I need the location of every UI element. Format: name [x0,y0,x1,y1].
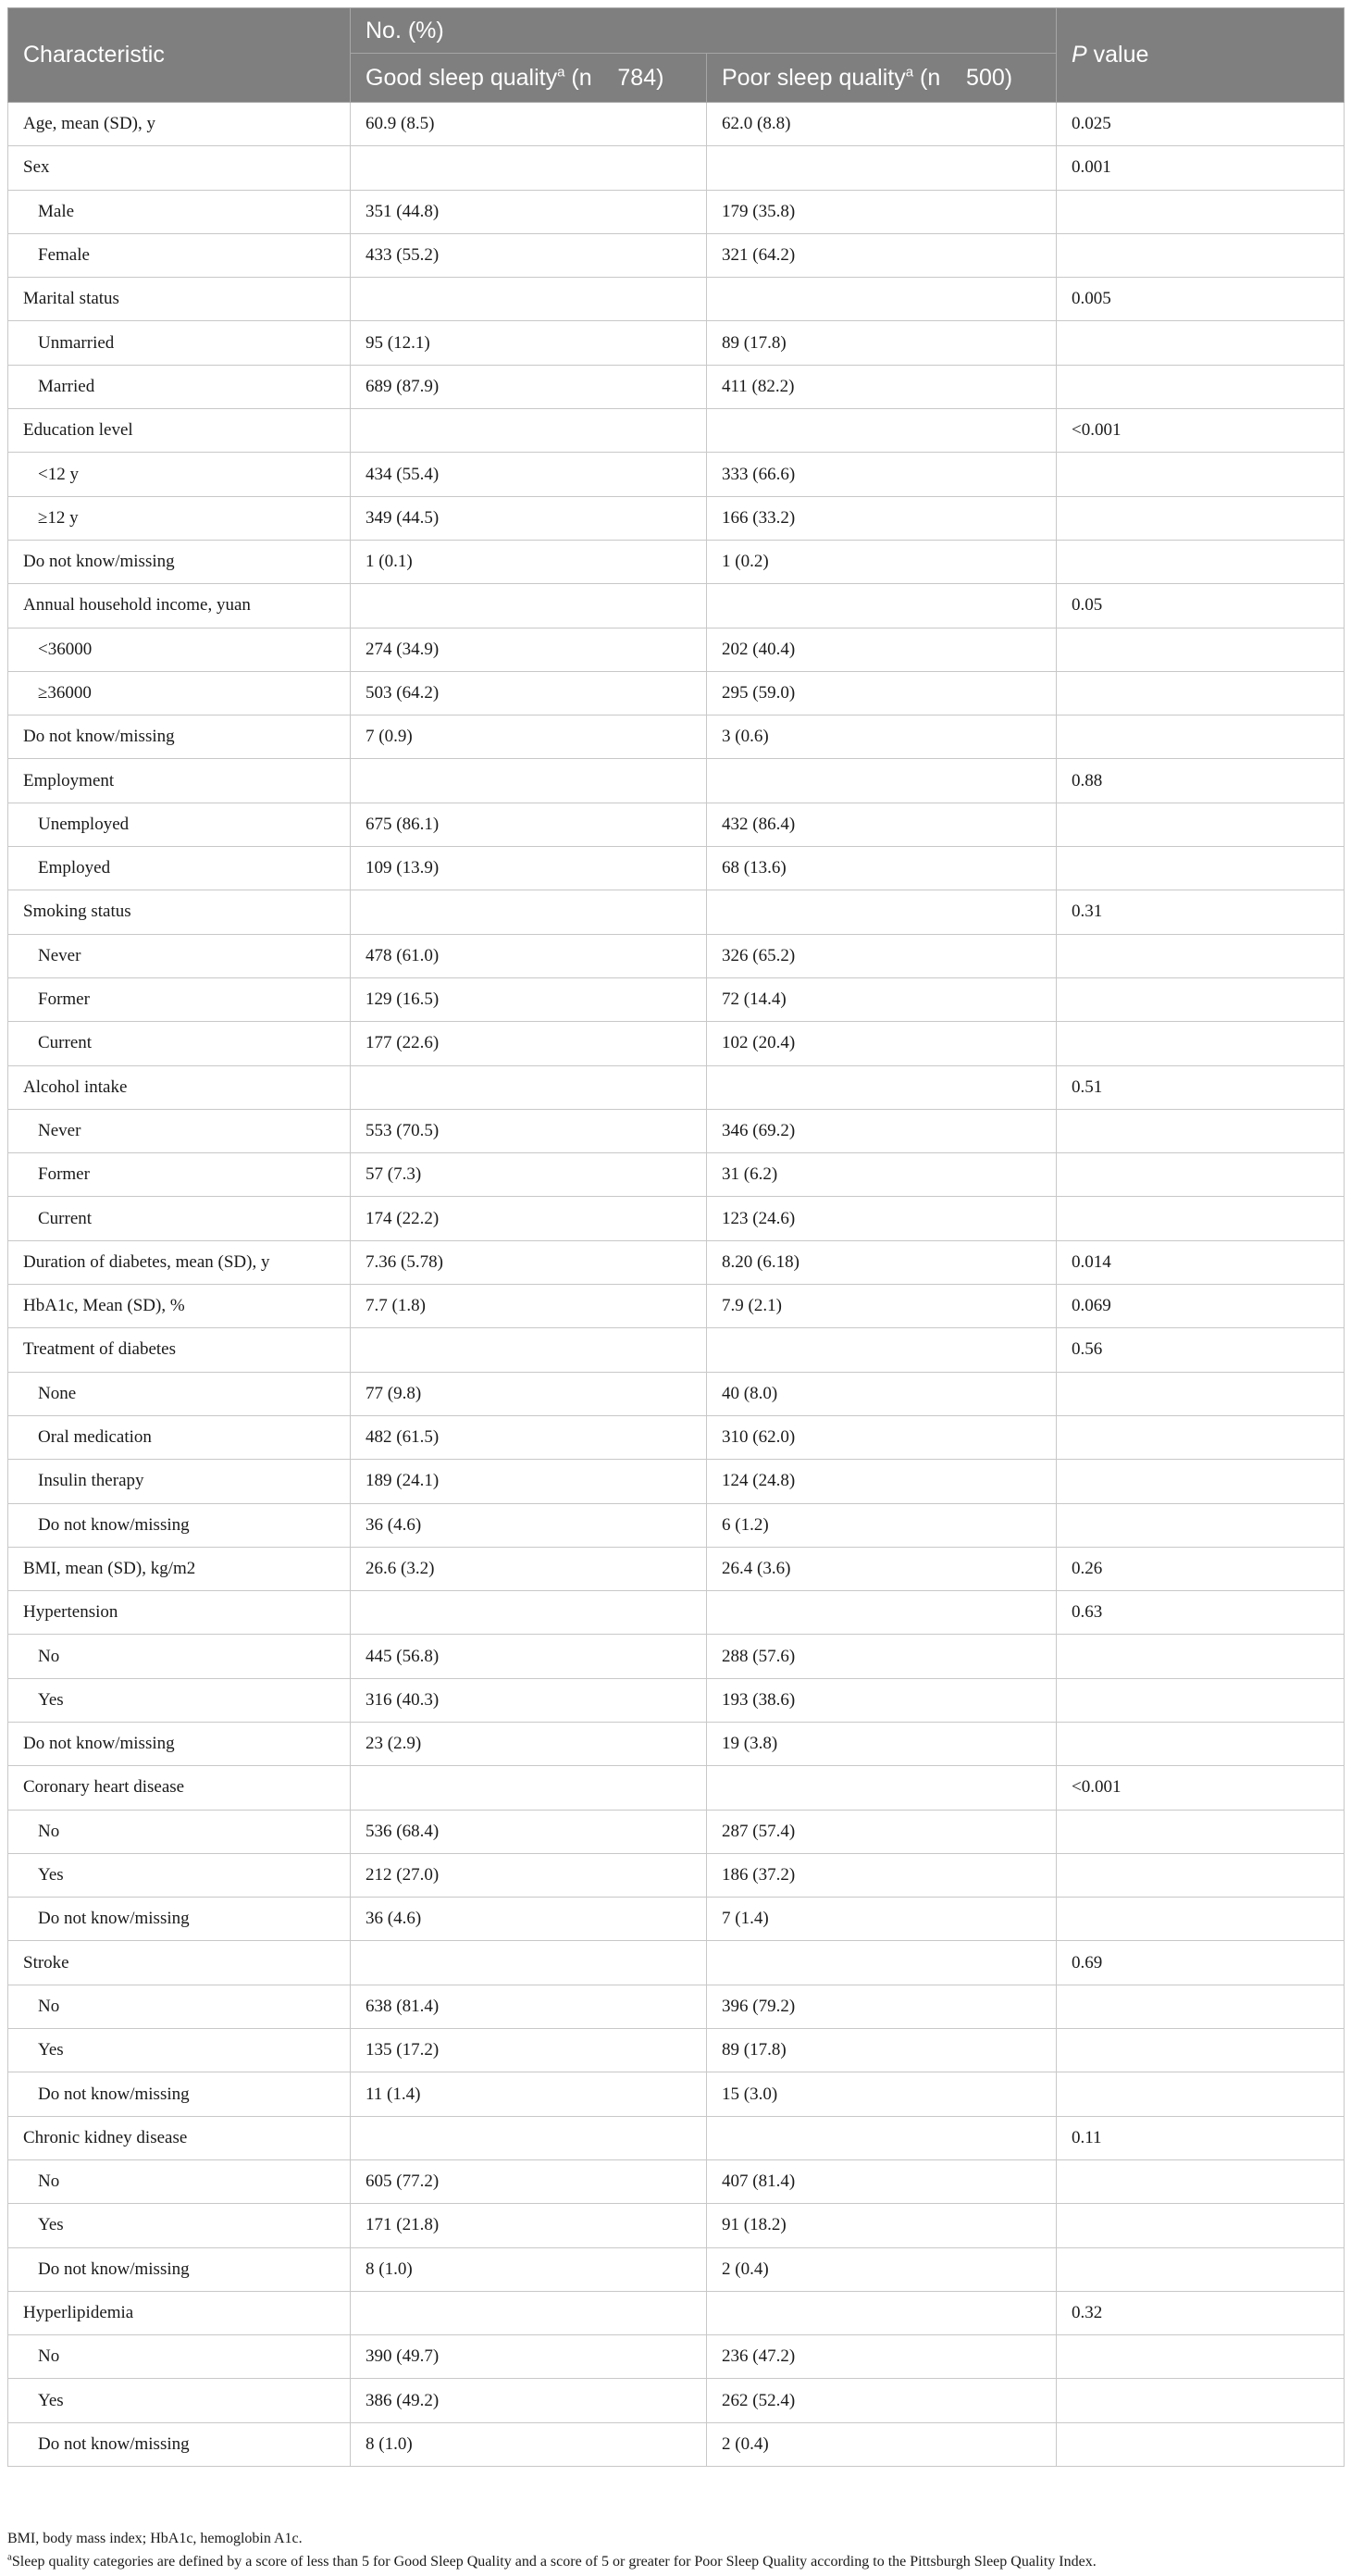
cell-p-value: <0.001 [1057,409,1345,453]
table-row [8,1678,1345,1722]
cell-poor-sleep: 432 (86.4) [707,803,1057,846]
cell-poor-sleep [707,1328,1057,1372]
cell-poor-sleep: 8.20 (6.18) [707,1240,1057,1284]
table-row [8,1766,1345,1810]
cell-p-value [1057,496,1345,540]
table-row [8,1591,1345,1635]
cell-poor-sleep: 287 (57.4) [707,1810,1057,1853]
cell-poor-sleep [707,2116,1057,2159]
header-p-italic: P [1072,42,1087,68]
table-row [8,1065,1345,1109]
table-footnotes [7,2527,1344,2573]
cell-p-value [1057,453,1345,496]
cell-p-value [1057,2159,1345,2203]
cell-p-value [1057,1898,1345,1941]
cell-good-sleep: 7.7 (1.8) [351,1285,707,1328]
cell-p-value: 0.63 [1057,1591,1345,1635]
cell-poor-sleep [707,1766,1057,1810]
cell-p-value [1057,934,1345,977]
cell-p-value [1057,2204,1345,2247]
table-row [8,584,1345,628]
cell-characteristic: Unemployed [8,803,351,846]
table-row [8,2159,1345,2203]
table-row [8,1022,1345,1065]
cell-characteristic: Treatment of diabetes [8,1328,351,1372]
cell-good-sleep [351,1328,707,1372]
table-row [8,1197,1345,1240]
cell-p-value: 0.69 [1057,1941,1345,1985]
table-row [8,1285,1345,1328]
cell-characteristic: Employment [8,759,351,803]
table-row [8,365,1345,408]
cell-good-sleep [351,759,707,803]
cell-poor-sleep: 262 (52.4) [707,2379,1057,2422]
table-row [8,847,1345,890]
table-row [8,1853,1345,1897]
cell-poor-sleep: 102 (20.4) [707,1022,1057,1065]
cell-poor-sleep: 2 (0.4) [707,2422,1057,2466]
cell-p-value: 0.014 [1057,1240,1345,1284]
cell-poor-sleep [707,2291,1057,2334]
cell-poor-sleep [707,584,1057,628]
cell-characteristic: No [8,1810,351,1853]
cell-p-value [1057,2072,1345,2116]
cell-characteristic: Stroke [8,1941,351,1985]
cell-poor-sleep [707,759,1057,803]
cell-p-value [1057,671,1345,715]
table-row [8,934,1345,977]
cell-poor-sleep: 326 (65.2) [707,934,1057,977]
cell-p-value: 0.26 [1057,1547,1345,1590]
cell-poor-sleep: 310 (62.0) [707,1415,1057,1459]
cell-good-sleep: 60.9 (8.5) [351,103,707,146]
cell-p-value [1057,1415,1345,1459]
cell-good-sleep: 434 (55.4) [351,453,707,496]
cell-p-value [1057,1503,1345,1547]
cell-characteristic: Yes [8,2029,351,2072]
cell-good-sleep [351,409,707,453]
cell-good-sleep: 675 (86.1) [351,803,707,846]
footnote-sleep-quality [7,2550,1344,2573]
header-good-sup: a [557,64,565,81]
cell-characteristic: Do not know/missing [8,1722,351,1765]
cell-p-value: 0.56 [1057,1328,1345,1372]
cell-p-value [1057,2422,1345,2466]
cell-p-value [1057,1197,1345,1240]
table-row [8,2116,1345,2159]
cell-characteristic: Yes [8,1853,351,1897]
table-row [8,103,1345,146]
table-row [8,1810,1345,1853]
header-good-label: Good sleep quality [366,64,558,91]
cell-good-sleep: 77 (9.8) [351,1372,707,1415]
cell-good-sleep: 26.6 (3.2) [351,1547,707,1590]
header-good-sleep [351,54,707,103]
cell-good-sleep: 171 (21.8) [351,2204,707,2247]
table-row [8,1328,1345,1372]
cell-characteristic: Unmarried [8,321,351,365]
cell-good-sleep: 689 (87.9) [351,365,707,408]
cell-p-value [1057,2335,1345,2379]
footnote-sleep-sup: a [7,2551,12,2563]
header-characteristic: Characteristic [8,8,351,103]
cell-characteristic: Never [8,1109,351,1152]
cell-poor-sleep: 7 (1.4) [707,1898,1057,1941]
cell-p-value: 0.005 [1057,278,1345,321]
table-row [8,890,1345,934]
table-row [8,2204,1345,2247]
cell-p-value [1057,1853,1345,1897]
cell-characteristic: <36000 [8,628,351,671]
cell-characteristic: BMI, mean (SD), kg/m2 [8,1547,351,1590]
cell-good-sleep: 212 (27.0) [351,1853,707,1897]
cell-poor-sleep: 396 (79.2) [707,1985,1057,2028]
cell-good-sleep: 8 (1.0) [351,2247,707,2291]
cell-characteristic: Sex [8,146,351,190]
cell-poor-sleep: 193 (38.6) [707,1678,1057,1722]
cell-good-sleep: 36 (4.6) [351,1898,707,1941]
table-row [8,496,1345,540]
cell-poor-sleep [707,1065,1057,1109]
table-row [8,2379,1345,2422]
header-row-1 [8,8,1345,54]
cell-poor-sleep: 123 (24.6) [707,1197,1057,1240]
header-poor-label: Poor sleep quality [722,64,906,91]
cell-characteristic: No [8,1985,351,2028]
cell-characteristic: ≥36000 [8,671,351,715]
cell-characteristic: Alcohol intake [8,1065,351,1109]
cell-good-sleep: 553 (70.5) [351,1109,707,1152]
header-p-value [1057,8,1345,103]
baseline-characteristics-table-container [7,7,1344,2467]
cell-characteristic: Do not know/missing [8,1898,351,1941]
cell-poor-sleep: 166 (33.2) [707,496,1057,540]
table-row [8,2072,1345,2116]
cell-good-sleep: 349 (44.5) [351,496,707,540]
cell-good-sleep [351,146,707,190]
cell-good-sleep [351,890,707,934]
cell-good-sleep: 109 (13.9) [351,847,707,890]
cell-poor-sleep [707,1591,1057,1635]
cell-characteristic: <12 y [8,453,351,496]
footnote-abbreviations: BMI, body mass index; HbA1c, hemoglobin A1c. [7,2531,303,2546]
cell-p-value [1057,190,1345,233]
cell-good-sleep: 316 (40.3) [351,1678,707,1722]
cell-poor-sleep: 295 (59.0) [707,671,1057,715]
cell-good-sleep: 390 (49.7) [351,2335,707,2379]
cell-good-sleep: 11 (1.4) [351,2072,707,2116]
cell-characteristic: Smoking status [8,890,351,934]
cell-good-sleep: 536 (68.4) [351,1810,707,1853]
cell-p-value [1057,628,1345,671]
table-row [8,977,1345,1021]
cell-poor-sleep: 2 (0.4) [707,2247,1057,2291]
cell-good-sleep: 445 (56.8) [351,1635,707,1678]
cell-characteristic: No [8,1635,351,1678]
cell-poor-sleep [707,1941,1057,1985]
cell-p-value: 0.31 [1057,890,1345,934]
cell-characteristic: Oral medication [8,1415,351,1459]
table-row [8,1985,1345,2028]
cell-poor-sleep: 68 (13.6) [707,847,1057,890]
cell-p-value [1057,540,1345,583]
cell-characteristic: Hypertension [8,1591,351,1635]
cell-poor-sleep [707,409,1057,453]
cell-good-sleep: 386 (49.2) [351,2379,707,2422]
cell-characteristic: Do not know/missing [8,1503,351,1547]
cell-good-sleep: 7 (0.9) [351,716,707,759]
cell-p-value [1057,1722,1345,1765]
cell-p-value [1057,321,1345,365]
cell-good-sleep: 135 (17.2) [351,2029,707,2072]
cell-characteristic: Chronic kidney disease [8,2116,351,2159]
table-row [8,146,1345,190]
cell-p-value [1057,847,1345,890]
table-row [8,1503,1345,1547]
cell-poor-sleep: 3 (0.6) [707,716,1057,759]
cell-p-value: <0.001 [1057,1766,1345,1810]
header-group: No. (%) [351,8,1057,54]
cell-poor-sleep: 1 (0.2) [707,540,1057,583]
table-row [8,2029,1345,2072]
cell-characteristic: ≥12 y [8,496,351,540]
cell-p-value [1057,2247,1345,2291]
header-poor-sup: a [905,64,914,81]
cell-characteristic: Education level [8,409,351,453]
cell-good-sleep: 177 (22.6) [351,1022,707,1065]
cell-good-sleep: 433 (55.2) [351,233,707,277]
cell-good-sleep: 189 (24.1) [351,1460,707,1503]
cell-p-value [1057,233,1345,277]
cell-characteristic: Do not know/missing [8,2072,351,2116]
cell-characteristic: Former [8,1153,351,1197]
table-row [8,1635,1345,1678]
cell-good-sleep: 57 (7.3) [351,1153,707,1197]
table-header [8,8,1345,103]
table-body [8,103,1345,2467]
cell-good-sleep: 638 (81.4) [351,1985,707,2028]
cell-poor-sleep: 31 (6.2) [707,1153,1057,1197]
cell-poor-sleep: 19 (3.8) [707,1722,1057,1765]
cell-good-sleep [351,1591,707,1635]
cell-p-value [1057,1810,1345,1853]
cell-p-value [1057,1109,1345,1152]
cell-good-sleep: 351 (44.8) [351,190,707,233]
cell-characteristic: Annual household income, yuan [8,584,351,628]
table-row [8,759,1345,803]
cell-p-value: 0.001 [1057,146,1345,190]
header-good-n: (n 784) [564,64,664,91]
table-row [8,1153,1345,1197]
cell-poor-sleep: 6 (1.2) [707,1503,1057,1547]
cell-poor-sleep: 321 (64.2) [707,233,1057,277]
cell-p-value [1057,1635,1345,1678]
cell-good-sleep [351,1065,707,1109]
cell-good-sleep: 174 (22.2) [351,1197,707,1240]
cell-p-value [1057,1985,1345,2028]
cell-p-value [1057,716,1345,759]
cell-good-sleep [351,2116,707,2159]
cell-characteristic: Married [8,365,351,408]
cell-characteristic: Yes [8,2204,351,2247]
cell-characteristic: HbA1c, Mean (SD), % [8,1285,351,1328]
cell-p-value: 0.32 [1057,2291,1345,2334]
table-row [8,2422,1345,2466]
cell-p-value [1057,1372,1345,1415]
table-row [8,278,1345,321]
cell-p-value: 0.025 [1057,103,1345,146]
cell-characteristic: Coronary heart disease [8,1766,351,1810]
table-row [8,671,1345,715]
table-row [8,1240,1345,1284]
cell-characteristic: Age, mean (SD), y [8,103,351,146]
cell-characteristic: Male [8,190,351,233]
cell-characteristic: Yes [8,2379,351,2422]
cell-poor-sleep: 72 (14.4) [707,977,1057,1021]
cell-poor-sleep: 40 (8.0) [707,1372,1057,1415]
cell-good-sleep: 129 (16.5) [351,977,707,1021]
cell-good-sleep: 478 (61.0) [351,934,707,977]
table-row [8,1722,1345,1765]
cell-p-value: 0.069 [1057,1285,1345,1328]
cell-p-value [1057,365,1345,408]
cell-characteristic: Duration of diabetes, mean (SD), y [8,1240,351,1284]
header-poor-n: (n 500) [913,64,1013,91]
footnote-sleep-text: Sleep quality categories are defined by a score of less than 5 for Good Sleep Quality and a score of 5 or greater for Poor Sleep Quality according to the Pittsburgh Sleep Quality Index. [11,2554,1097,2570]
cell-poor-sleep: 89 (17.8) [707,321,1057,365]
table-row [8,1372,1345,1415]
cell-poor-sleep: 91 (18.2) [707,2204,1057,2247]
cell-poor-sleep: 7.9 (2.1) [707,1285,1057,1328]
table-row [8,2335,1345,2379]
header-poor-sleep [707,54,1057,103]
table-row [8,2247,1345,2291]
table-row [8,1460,1345,1503]
table-row [8,233,1345,277]
cell-poor-sleep: 179 (35.8) [707,190,1057,233]
cell-characteristic: Insulin therapy [8,1460,351,1503]
cell-characteristic: Do not know/missing [8,2422,351,2466]
cell-characteristic: Do not know/missing [8,2247,351,2291]
cell-p-value: 0.51 [1057,1065,1345,1109]
cell-good-sleep: 605 (77.2) [351,2159,707,2203]
table-row [8,1898,1345,1941]
table-row [8,2291,1345,2334]
cell-p-value: 0.11 [1057,2116,1345,2159]
cell-p-value: 0.88 [1057,759,1345,803]
baseline-characteristics-table [7,7,1345,2467]
cell-characteristic: Never [8,934,351,977]
table-row [8,1109,1345,1152]
table-row [8,409,1345,453]
cell-poor-sleep: 411 (82.2) [707,365,1057,408]
cell-poor-sleep: 333 (66.6) [707,453,1057,496]
table-row [8,321,1345,365]
cell-good-sleep: 503 (64.2) [351,671,707,715]
cell-characteristic: Hyperlipidemia [8,2291,351,2334]
cell-p-value: 0.05 [1057,584,1345,628]
cell-poor-sleep: 346 (69.2) [707,1109,1057,1152]
cell-poor-sleep [707,278,1057,321]
cell-p-value [1057,803,1345,846]
cell-p-value [1057,2379,1345,2422]
cell-good-sleep: 36 (4.6) [351,1503,707,1547]
cell-good-sleep: 8 (1.0) [351,2422,707,2466]
cell-good-sleep [351,1766,707,1810]
cell-characteristic: No [8,2335,351,2379]
cell-characteristic: Yes [8,1678,351,1722]
cell-characteristic: Current [8,1197,351,1240]
cell-poor-sleep: 288 (57.6) [707,1635,1057,1678]
cell-p-value [1057,977,1345,1021]
table-row [8,716,1345,759]
cell-good-sleep [351,584,707,628]
cell-good-sleep: 1 (0.1) [351,540,707,583]
cell-good-sleep: 482 (61.5) [351,1415,707,1459]
header-p-rest: value [1086,42,1149,68]
cell-p-value [1057,1460,1345,1503]
cell-poor-sleep: 407 (81.4) [707,2159,1057,2203]
cell-poor-sleep [707,890,1057,934]
cell-good-sleep [351,2291,707,2334]
table-row [8,1941,1345,1985]
cell-good-sleep [351,278,707,321]
cell-poor-sleep: 26.4 (3.6) [707,1547,1057,1590]
cell-p-value [1057,1022,1345,1065]
cell-poor-sleep: 124 (24.8) [707,1460,1057,1503]
cell-good-sleep [351,1941,707,1985]
cell-characteristic: No [8,2159,351,2203]
cell-characteristic: None [8,1372,351,1415]
cell-good-sleep: 7.36 (5.78) [351,1240,707,1284]
cell-characteristic: Female [8,233,351,277]
cell-poor-sleep: 62.0 (8.8) [707,103,1057,146]
cell-characteristic: Employed [8,847,351,890]
cell-poor-sleep [707,146,1057,190]
cell-poor-sleep: 236 (47.2) [707,2335,1057,2379]
cell-p-value [1057,1153,1345,1197]
table-row [8,803,1345,846]
cell-p-value [1057,1678,1345,1722]
cell-poor-sleep: 89 (17.8) [707,2029,1057,2072]
table-row [8,628,1345,671]
cell-poor-sleep: 15 (3.0) [707,2072,1057,2116]
cell-characteristic: Current [8,1022,351,1065]
cell-characteristic: Do not know/missing [8,716,351,759]
table-row [8,190,1345,233]
cell-poor-sleep: 186 (37.2) [707,1853,1057,1897]
cell-poor-sleep: 202 (40.4) [707,628,1057,671]
cell-characteristic: Do not know/missing [8,540,351,583]
table-row [8,1415,1345,1459]
cell-characteristic: Former [8,977,351,1021]
cell-p-value [1057,2029,1345,2072]
cell-good-sleep: 23 (2.9) [351,1722,707,1765]
table-row [8,1547,1345,1590]
cell-good-sleep: 95 (12.1) [351,321,707,365]
table-row [8,453,1345,496]
cell-characteristic: Marital status [8,278,351,321]
table-row [8,540,1345,583]
cell-good-sleep: 274 (34.9) [351,628,707,671]
